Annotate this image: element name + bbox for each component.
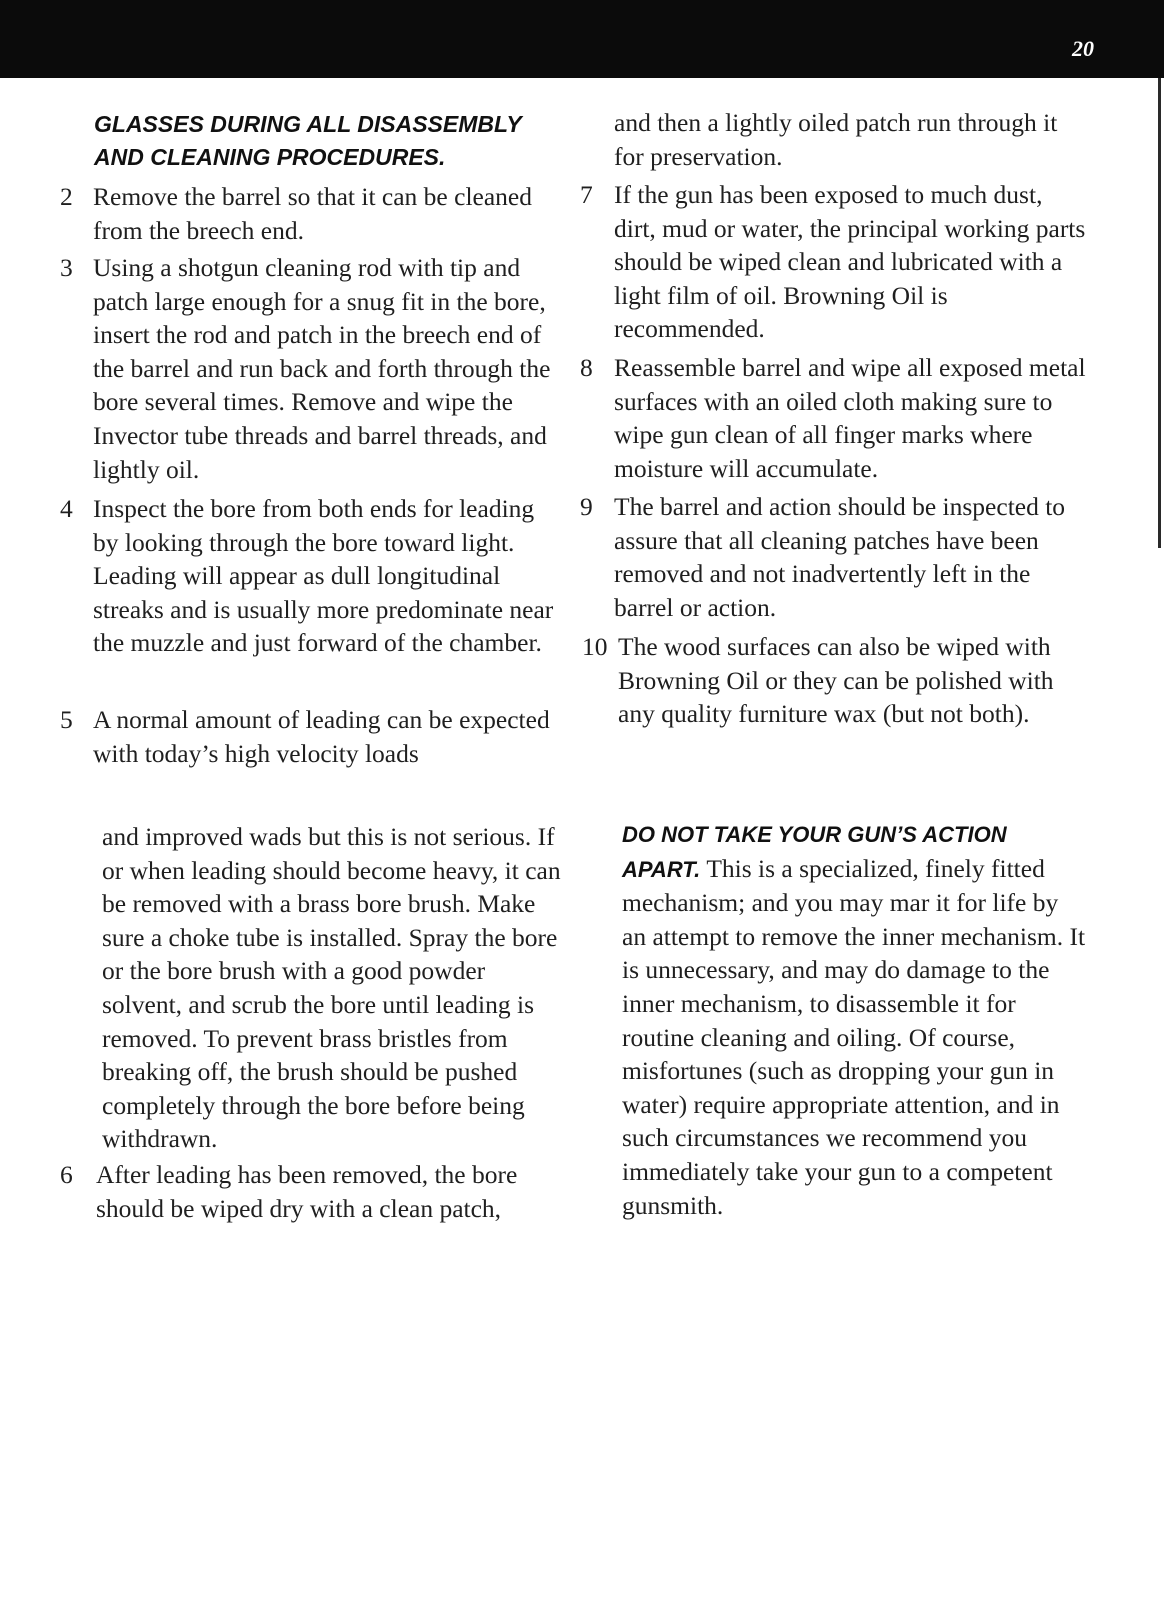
item-text: After leading has been removed, the bore should be wiped dry with a clean patch, bbox=[96, 1160, 518, 1223]
header-bar bbox=[0, 0, 1164, 78]
item-number: 10 bbox=[582, 632, 608, 661]
item-number: 2 bbox=[60, 182, 73, 211]
list-item-8 bbox=[580, 351, 1090, 485]
page-edge-rule bbox=[1158, 78, 1161, 548]
list-item-7 bbox=[580, 178, 1090, 346]
item-number: 6 bbox=[60, 1160, 73, 1189]
list-item-4 bbox=[60, 492, 560, 660]
list-item-10 bbox=[582, 630, 1090, 731]
item-text: Remove the barrel so that it can be cleaned from the breech end. bbox=[93, 182, 532, 245]
list-item-6 bbox=[60, 1158, 560, 1225]
item-number: 5 bbox=[60, 705, 73, 734]
item-number: 3 bbox=[60, 253, 73, 282]
right-warning-heading: DO NOT TAKE YOUR GUN’S ACTION APART. bbox=[622, 822, 1007, 882]
list-item-3 bbox=[60, 251, 560, 486]
list-item-9 bbox=[580, 490, 1090, 624]
item-text: A normal amount of leading can be expected with today’s high velocity loads bbox=[93, 705, 550, 768]
left-continuation-paragraph: and improved wads but this is not serious. If or when leading should become heavy, it can be removed with a brass bore brush. Make sure a choke tube is installed. Spray the bore or the bore brush with a good powder solvent, and scrub the bore until leading is removed. To prevent brass bristles from breaking off, the brush should be pushed completely through the bore before being withdrawn. bbox=[102, 822, 561, 1154]
list-item-5 bbox=[60, 703, 560, 770]
left-warning-heading: GLASSES DURING ALL DISASSEMBLY AND CLEANING PROCEDURES. bbox=[94, 111, 522, 170]
right-warning-block bbox=[622, 817, 1088, 1222]
item-number: 4 bbox=[60, 494, 73, 523]
item-number: 8 bbox=[580, 353, 593, 382]
page-number: 20 bbox=[1072, 36, 1094, 61]
item-text: The barrel and action should be inspected to assure that all cleaning patches have been removed and not inadvertently left in the barrel or action. bbox=[614, 492, 1066, 622]
right-warning-text: This is a specialized, finely fitted mechanism; and you may mar it for life by an attempt to remove the inner mechanism. It is unnecessary, and may do damage to the inner mechanism, to disassemble it for routine cleaning and oiling. Of course, misfortunes (such as dropping your gun in water) require appropriate attention, and in such circumstances we recommend you immediately take your gun to a competent gunsmith. bbox=[622, 853, 1086, 1220]
item-text: The wood surfaces can also be wiped with Browning Oil or they can be polished with any quality furniture wax (but not both). bbox=[618, 632, 1054, 729]
item-text: Reassemble barrel and wipe all exposed metal surfaces with an oiled cloth making sure to wipe gun clean of all finger marks where moisture will accumulate. bbox=[614, 353, 1086, 483]
item-text: Using a shotgun cleaning rod with tip and patch large enough for a snug fit in the bore, insert the rod and patch in the breech end of the barrel and run back and forth through the bore several times. Remove and wipe the Invector tube threads and barrel threads, and lightly oil. bbox=[93, 253, 551, 484]
item-number: 7 bbox=[580, 180, 593, 209]
list-item-2 bbox=[60, 180, 560, 247]
right-continuation-paragraph: and then a lightly oiled patch run through it for preservation. bbox=[614, 108, 1058, 171]
item-number: 9 bbox=[580, 492, 593, 521]
item-text: If the gun has been exposed to much dust, dirt, mud or water, the principal working parts should be wiped clean and lubricated with a light film of oil. Browning Oil is recommended. bbox=[614, 180, 1086, 344]
item-text: Inspect the bore from both ends for leading by looking through the bore toward light. Leading will appear as dull longitudinal streaks and is usually more predominate near the muzzle and just forward of the chamber. bbox=[93, 494, 554, 658]
